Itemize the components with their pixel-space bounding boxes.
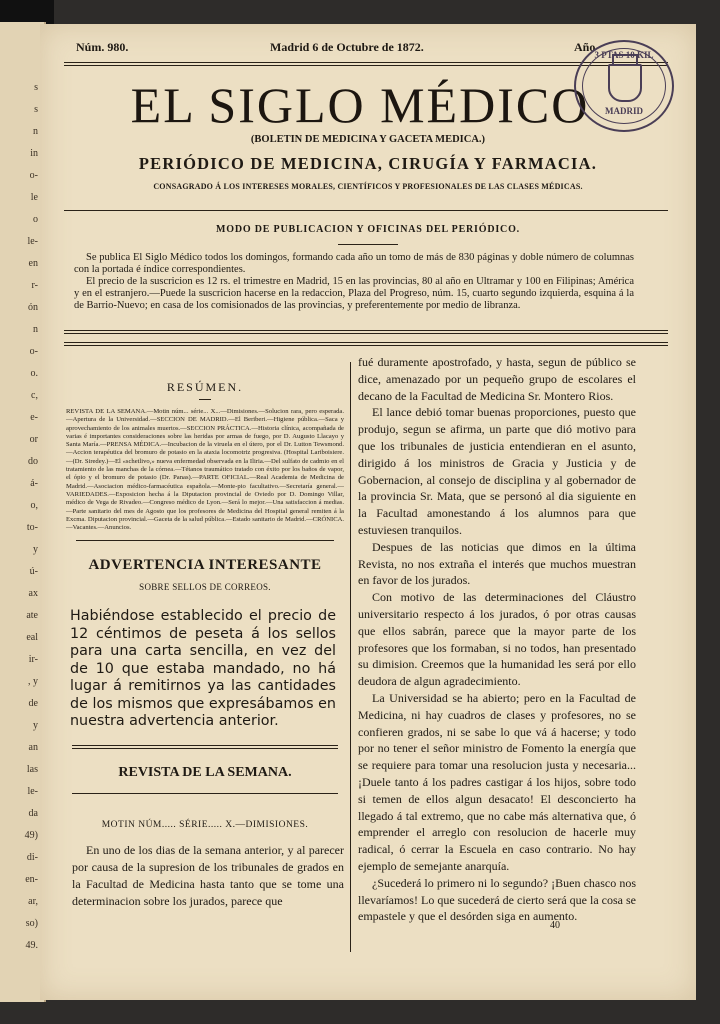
left-page-fragment: de [28,698,38,709]
section-rule [64,210,668,211]
left-page-fragment: c, [31,390,38,401]
left-page-fragment: s [34,104,38,115]
left-page-fragment: ate [26,610,38,621]
left-page-fragment: o- [29,170,38,181]
left-page-fragment: las [26,764,38,775]
stamp-top-text: 3 PTAS 10 KIL [594,50,654,60]
revista-subheading: MOTIN NÚM..... SÉRIE..... X.—DIMISIONES. [101,819,309,830]
left-page-fragment: o, [30,500,38,511]
left-page-fragment: le- [27,786,38,797]
right-paragraph-3: Con motivo de las determinaciones del Cláustro universitario respecto á los jurados, ó por otras causas que ellos sabrán, parece que la mayor parte de los profesores que los formaban, si no todos, han presentado su dimision. Creemos que la humanidad les será por ello deudora de algun agradecimiento. [358,590,636,689]
newspaper-tagline: PERIÓDICO DE MEDICINA, CIRUGÍA Y FARMACIA. [138,154,598,173]
right-paragraph-4: La Universidad se ha abierto; pero en la Facultad de Medicina, ni hay cuadros de clases y profesores, no se confieren grados, ni se sabe lo que vá á hacerse; y todo por no tener el señor ministro de Fomento la energía que se requiere para tomar una resolucion justa y necesaria... ¡Duele tanto á los padres castigar á los hijos, sobre todo si temen de ellos algun desacato! El desconcierto ha llegado á tal extremo, que no cabe más alternativa que, ó emprender el arreglo con resolucion de hacerle muy radical, ó cerrar la Escuela en caso contrario. No hay ejemplo de semejante anarquía. [358,690,636,873]
left-page-fragment: an [28,742,38,753]
masthead-rule [64,62,668,66]
left-page-fragment: ir- [28,654,38,665]
issue-number: Núm. 980. [76,40,129,54]
right-paragraph-0: fué duramente apostrofado, y hasta, segun de público se dice, amenazado por un pequeño grupo de escolares el decano de la Facultad de Medicina Sr. Montero Rios. [358,355,636,403]
left-page-fragment: eal [26,632,38,643]
right-paragraph-2: Despues de las noticias que dimos en la última Revista, no nos extraña el interés que muchos muestran en favor de los jurados. [358,539,636,588]
left-page-fragment: o- [29,346,38,357]
left-column [66,364,344,910]
newspaper-title: EL SIGLO MÉDICO [130,77,590,133]
publication-mode-heading: MODO DE PUBLICACION Y OFICINAS DEL PERIÓDICO. [216,224,520,235]
left-page-fragment: le- [27,236,38,247]
advertencia-subheading: SOBRE SELLOS DE CORREOS. [139,582,271,593]
left-page-fragment: ar, [28,896,38,907]
stamp-bottom-text: MADRID [605,106,643,116]
newspaper-dedication: CONSAGRADO Á LOS INTERESES MORALES, CIENTÍFICOS Y PROFESIONALES DE LAS CLASES MÉDICAS. [153,182,583,191]
resumen-dash [199,399,211,400]
left-page-fragment: en- [25,874,38,885]
left-page-fragment: di- [26,852,38,863]
intro-rule [64,330,668,334]
short-rule [338,244,398,245]
left-page-fragment: ax [28,588,38,599]
publication-mode-text [74,252,634,312]
column-divider [350,362,351,952]
left-page-fragment: to- [26,522,38,533]
revista-body [66,842,344,910]
left-page-fragment: do [28,456,38,467]
left-page-fragment: e- [30,412,38,423]
intro-rule-2 [64,342,668,346]
stamp-shield-icon [608,64,642,102]
scan-corner-tab [0,0,54,24]
left-page-fragment: á- [30,478,38,489]
left-page-fragment: 49) [24,830,38,841]
summary-rule [76,540,334,541]
left-page-fragment: r- [31,280,38,291]
left-page-fragment: 49. [25,940,38,951]
left-page-fragment: n [33,126,38,137]
resumen-heading: RESÚMEN. [166,380,244,394]
newspaper-page [40,24,696,1000]
left-page-fragment: in [30,148,38,159]
issue-date: Madrid 6 de Octubre de 1872. [270,40,424,54]
left-page-fragment: o. [30,368,38,379]
left-page-fragment: en [28,258,38,269]
publication-mode-p2: El precio de la suscricion es 12 rs. el trimestre en Madrid, 15 en las provincias, 80 al año en Ultramar y 100 en Filipinas; América y en el estranjero.—Puede la suscricion hacerse en la redaccion, Plaza del Progreso, núm. 15, cuarto segundo izquierda, esquina á la de Barrio-Nuevo; en casa de los comisionados de las provincias, y preferentemente por medio de libranza. [74,276,634,311]
revista-heading: REVISTA DE LA SEMANA. [118,764,292,780]
newspaper-subtitle: (BOLETIN DE MEDICINA Y GACETA MEDICA.) [250,134,486,145]
right-paragraph-5: ¿Sucederá lo primero ni lo segundo? ¡Buen chasco nos llevaríamos! Lo que sucederá de cierto será que la cosa se empastele y que el desórden siga en aumento. [358,875,636,924]
right-paragraph-1: El lance debió tomar buenas proporciones, puesto que produjo, segun se afirma, un parte que dió motivo para que los tribunales de justicia entendieran en el asunto, dirigido á los ministros de Gracia y Justicia y de Gobernacion, al consejo de disciplina y al gobernador de la provincia Sr. Mata, que se personó al dia siguiente en la Facultad amonestando á los alumnos para que estuviesen tranquilos. [358,405,636,537]
left-page-fragment: le [30,192,38,203]
resumen-text: REVISTA DE LA SEMANA.—Motin núm... série... X...—Dimisiones.—Solucion rara, pero esperada.—Apertura de la Universidad.—SECCION DE MADRID.—El Beriberi.—Higiene pública.—Saca y aprovechamiento de los animales muertos.—SECCION PRÁCTICA.—Historia clínica, acompañada de varias é importantes consideraciones sobre las heridas por armas de fuego, por D. Augusto Llacayo y Santa María.—PRENSA MÉDICA.—Incubacion de la viruela en el útero, por el Dr. Lutton Tewsmond.—Accion terapéutica del bromuro de potasio en la ataxia locomotriz progresiva. (Hospital Lariboisiere.—(Dr. Siredey.)—El «schetlivo,» nueva enfermedad observada en la Iliria.—Del sulfato de cadmio en el tratamiento de las manchas de la córnea.—Tétanos traumático tratado con éxito por los baños de vapor, el ópio y el bromuro de potasio (Dr. Panas).—PARTE OFICIAL.—Real Academia de Medicina de Madrid.—Asociacion médico-farmacéutica española.—Monte-pio facultativo.—Secretaría general.—VARIEDADES.—Exposicion hecha á la Diputacion provincial de Oviedo por D. Domingo Villar, médico de Vega de Rivadeo.—Congreso médico de Lyon.—Será lo mejor.—Una satisfaccion á medias.—Parte sanitario del mes de Agosto que los profesores de Medicina del Hospital general remiten á la Excma. Diputacion provincial.—Gaceta de la salud pública.—Estado sanitario de Madrid.—CRÓNICA.—Vacantes.—Anuncios. [66,408,344,532]
left-page-fragment: o [33,214,38,225]
issue-year: Año [574,40,596,54]
right-column [358,354,636,925]
revista-rule [72,793,338,794]
left-page-fragment: so) [25,918,38,929]
left-page-fragment: y [33,720,38,731]
advertencia-heading: ADVERTENCIA INTERESANTE [88,557,322,574]
page-number: 40 [550,920,560,931]
left-page-fragment: s [34,82,38,93]
postal-stamp [574,40,674,132]
advertencia-rule [72,745,338,749]
advertencia-body: Habiéndose establecido el precio de 12 céntimos de peseta á los sellos para una carta sencilla, en vez del de 10 que estaba mandado, no há lugar á remitirnos ya las cantidades de los mismos que expresábamos en nuestra advertencia anterior. [70,608,336,730]
left-page-fragment: ú- [29,566,38,577]
left-page-fragment: y [33,544,38,555]
left-page-fragment: ón [28,302,38,313]
left-page-fragment: or [29,434,38,445]
left-page-fragment: n [33,324,38,335]
left-page-fragment: da [28,808,38,819]
left-page-fragment: , y [28,676,38,687]
revista-paragraph: En uno de los dias de la semana anterior, y al parecer por causa de la supresion de los tribunales de grados en la Facultad de Medicina hasta tanto que se tome una determinacion sobre los jurados, parece que [72,842,344,908]
publication-mode-p1: Se publica El Siglo Médico todos los domingos, formando cada año un tomo de más de 830 páginas y doble número de columnas con la portada é índice correspondientes. [74,252,634,275]
